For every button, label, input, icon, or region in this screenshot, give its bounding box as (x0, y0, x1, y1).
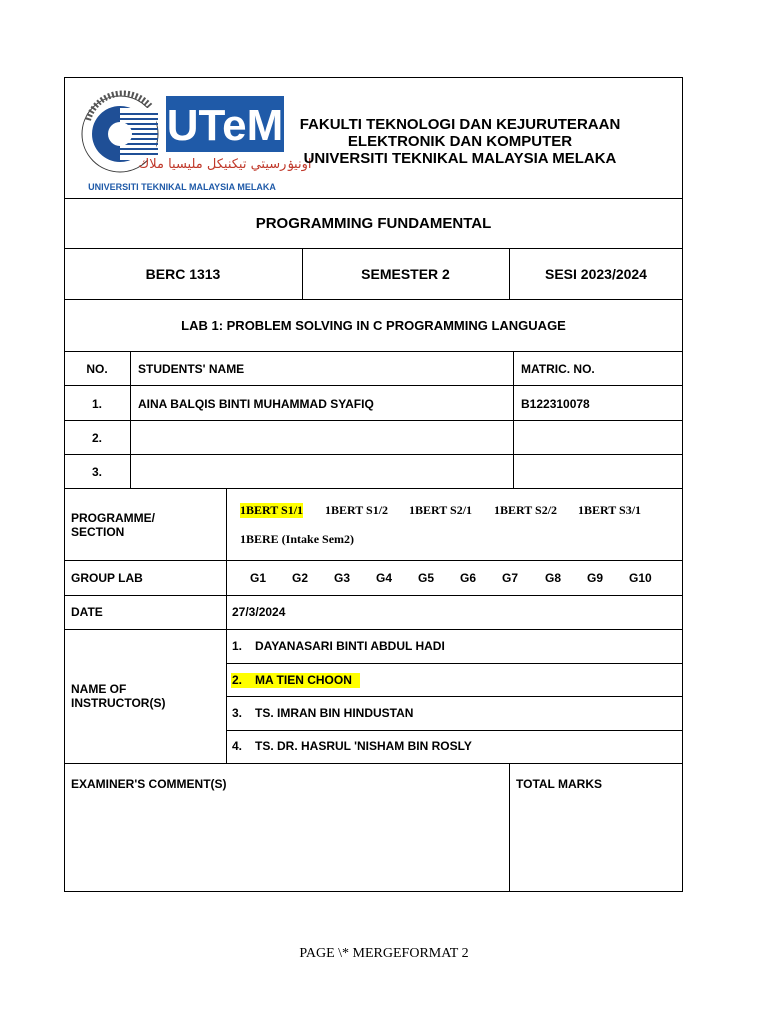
programme-option-6[interactable]: 1BERE (Intake Sem2) (240, 532, 355, 546)
instructor-1-num: 1. (232, 639, 243, 653)
form-frame (64, 77, 683, 892)
instructor-3-num: 3. (232, 706, 243, 720)
instructor-label-1: NAME OF (71, 682, 127, 696)
utem-brand-text: UTeM (166, 101, 284, 150)
group-g9[interactable]: G9 (587, 571, 604, 585)
jawi-text: اونيۏرسيتي تيكنيكل مليسيا ملاك (138, 157, 312, 172)
programme-label-1: PROGRAMME/ (71, 511, 155, 525)
group-g5[interactable]: G5 (418, 571, 435, 585)
row-3-no: 3. (91, 465, 102, 479)
page-footer: PAGE \* MERGEFORMAT 2 (299, 946, 469, 961)
lab-title: LAB 1: PROBLEM SOLVING IN C PROGRAMMING LANGUAGE (181, 318, 566, 333)
programme-label-2: SECTION (71, 525, 125, 539)
programme-option-5[interactable]: 1BERT S3/1 (578, 503, 642, 517)
total-marks-label: TOTAL MARKS (516, 777, 602, 791)
course-title: PROGRAMMING FUNDAMENTAL (255, 215, 492, 232)
group-g3[interactable]: G3 (334, 571, 351, 585)
header-line-2: ELEKTRONIK DAN KOMPUTER (347, 133, 573, 150)
session: SESI 2023/2024 (545, 266, 647, 282)
group-g4[interactable]: G4 (376, 571, 393, 585)
header-line-1: FAKULTI TEKNOLOGI DAN KEJURUTERAAN (299, 116, 621, 133)
header-matric-no: MATRIC. NO. (521, 362, 595, 376)
instructor-2-name: MA TIEN CHOON (255, 673, 352, 687)
instructor-3-name: TS. IMRAN BIN HINDUSTAN (255, 706, 414, 720)
group-g2[interactable]: G2 (292, 571, 309, 585)
instructor-1-name: DAYANASARI BINTI ABDUL HADI (255, 639, 445, 653)
row-1-matric: B122310078 (521, 397, 590, 411)
programme-option-2[interactable]: 1BERT S1/2 (325, 503, 389, 517)
instructor-2-num: 2. (232, 673, 243, 687)
course-code: BERC 1313 (145, 266, 221, 282)
header-line-3: UNIVERSITI TEKNIKAL MALAYSIA MELAKA (303, 150, 617, 167)
date-label: DATE (71, 605, 103, 619)
instructor-4-num: 4. (232, 739, 243, 753)
instructor-4-name: TS. DR. HASRUL 'NISHAM BIN ROSLY (255, 739, 472, 753)
header-no: NO. (86, 362, 108, 376)
group-g1[interactable]: G1 (250, 571, 267, 585)
examiner-comment-label: EXAMINER'S COMMENT(S) (71, 777, 227, 791)
group-lab-label: GROUP LAB (71, 571, 143, 585)
programme-option-3[interactable]: 1BERT S2/1 (409, 503, 473, 517)
group-g7[interactable]: G7 (502, 571, 519, 585)
programme-option-1[interactable]: 1BERT S1/1 (240, 503, 304, 517)
logo-caption: UNIVERSITI TEKNIKAL MALAYSIA MELAKA (88, 182, 276, 192)
row-1-name: AINA BALQIS BINTI MUHAMMAD SYAFIQ (138, 397, 374, 411)
semester: SEMESTER 2 (361, 266, 450, 282)
row-2-no: 2. (91, 431, 102, 445)
row-1-no: 1. (91, 397, 102, 411)
group-g6[interactable]: G6 (460, 571, 477, 585)
instructor-label-2: INSTRUCTOR(S) (71, 696, 166, 710)
header-students-name: STUDENTS' NAME (138, 362, 245, 376)
group-g8[interactable]: G8 (545, 571, 562, 585)
date-value: 27/3/2024 (232, 605, 286, 619)
programme-option-4[interactable]: 1BERT S2/2 (494, 503, 558, 517)
group-g10[interactable]: G10 (629, 571, 652, 585)
